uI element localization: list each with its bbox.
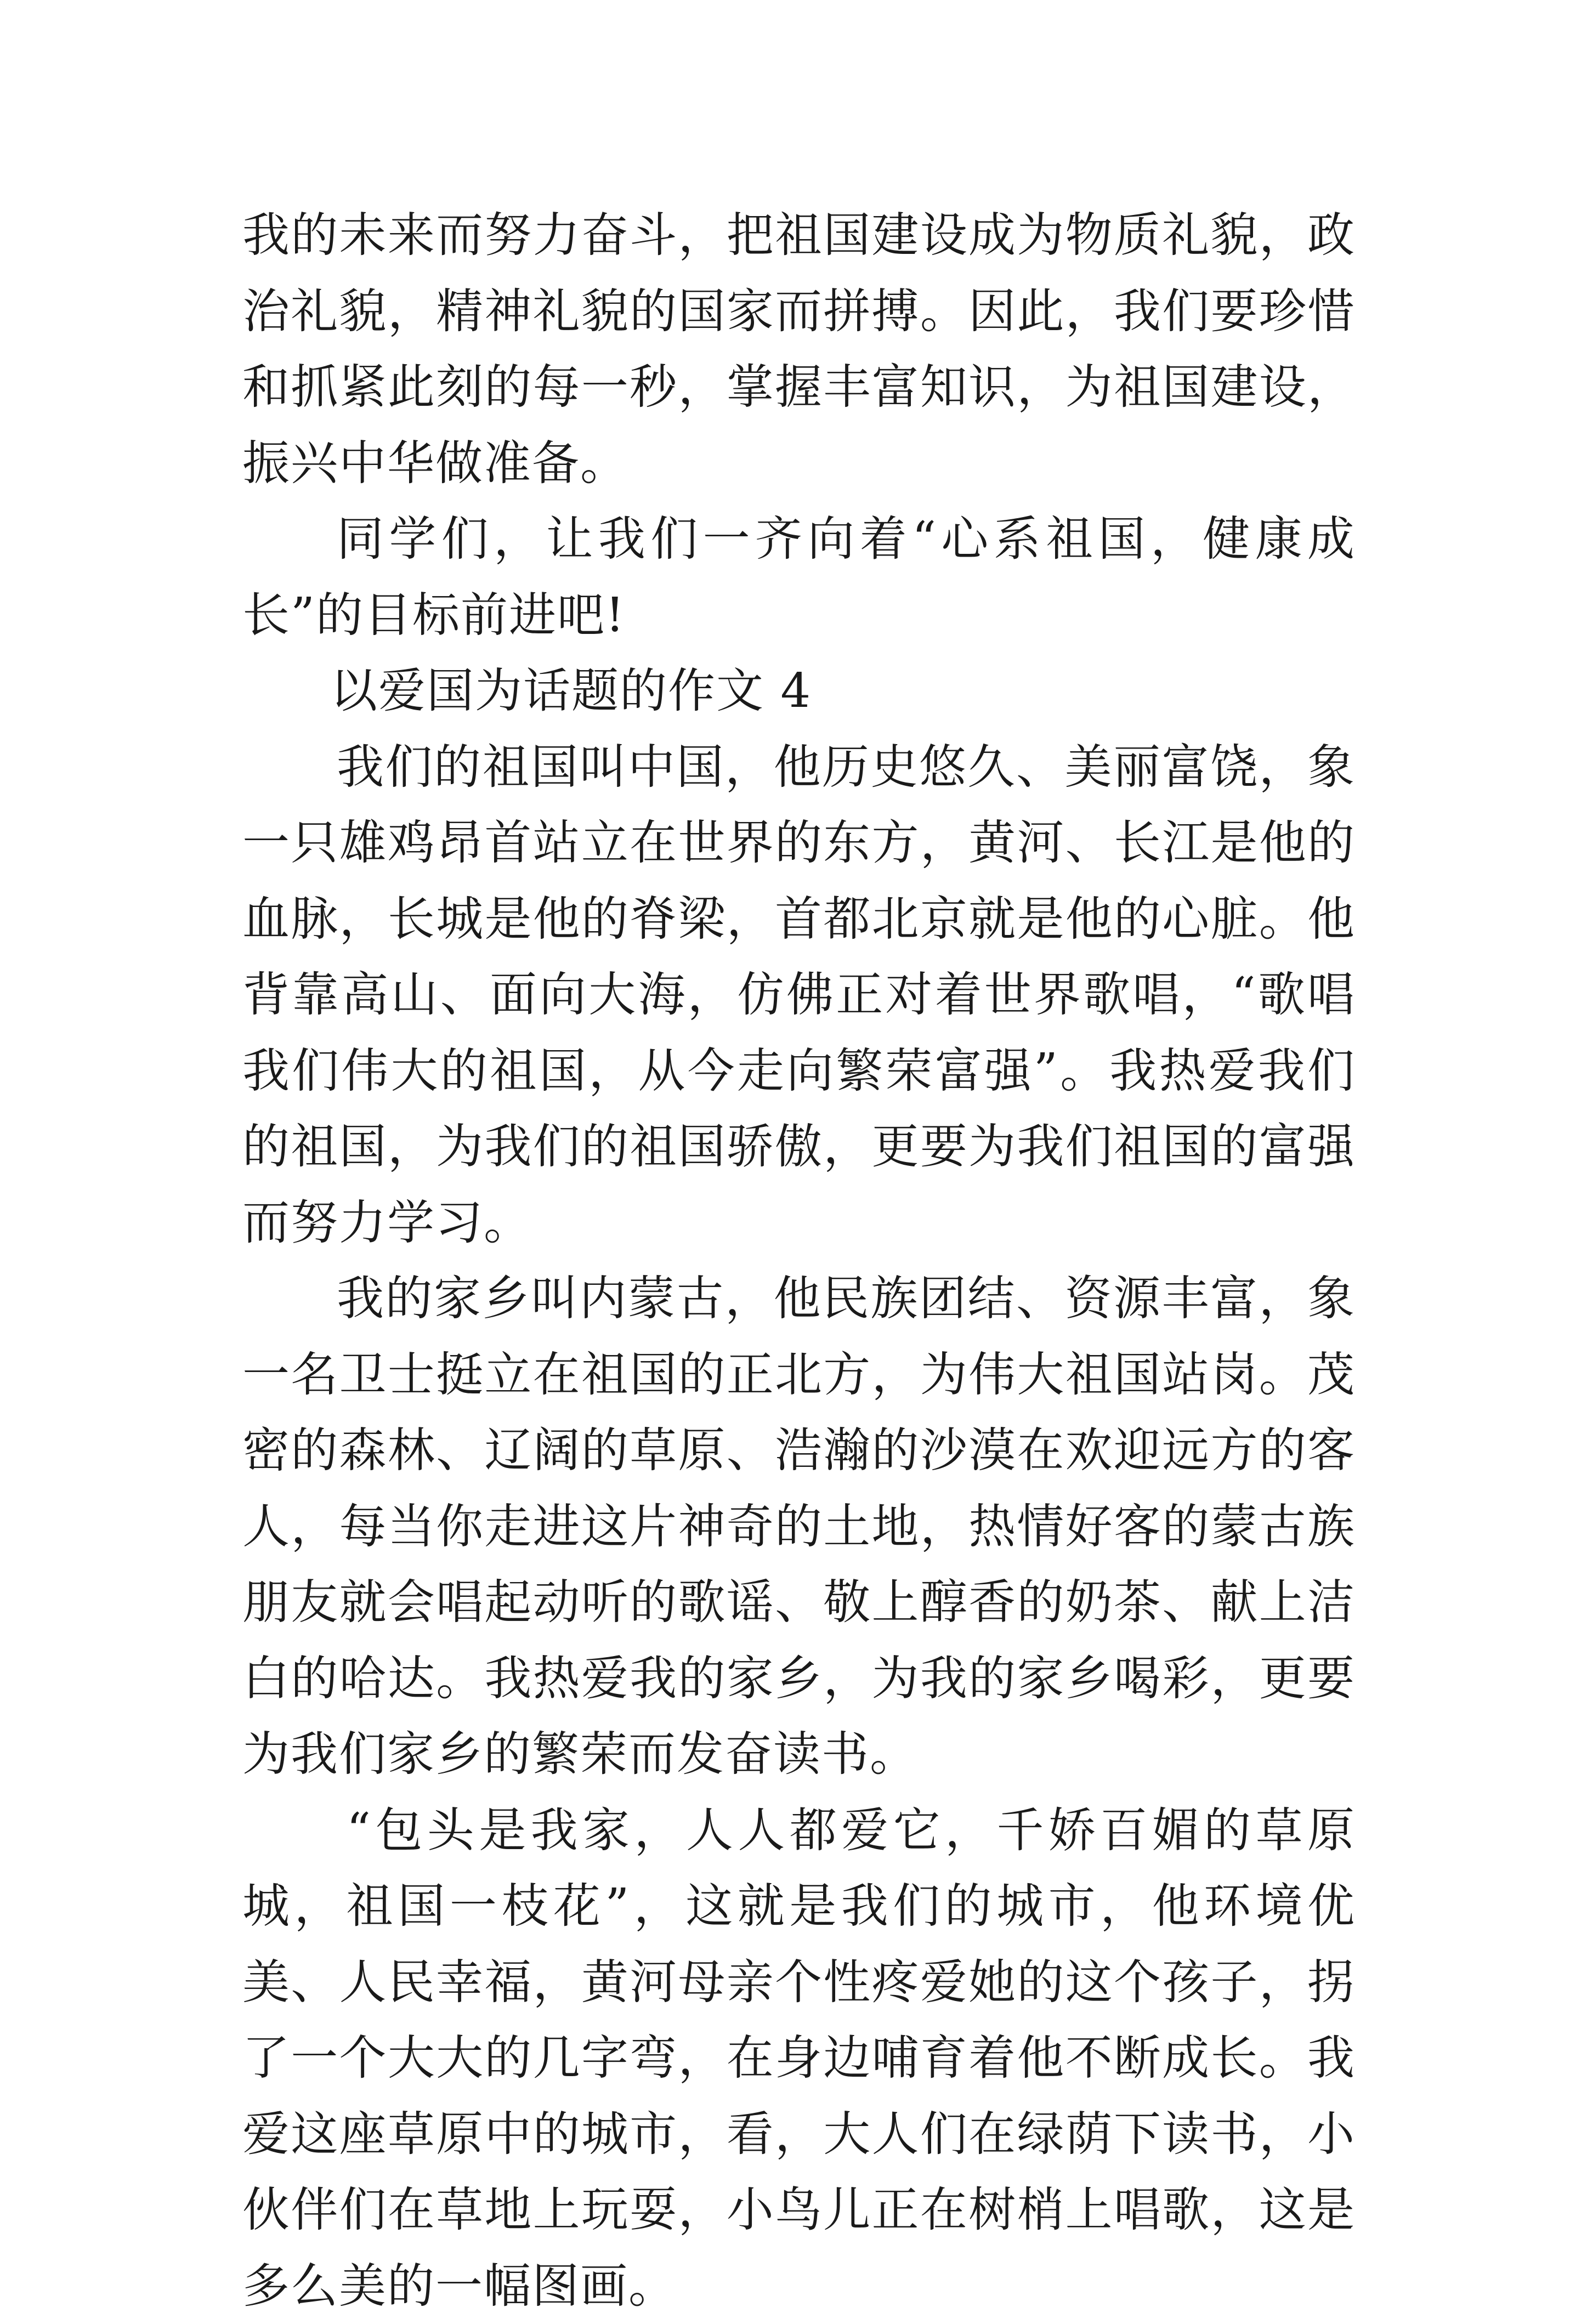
paragraph-call-to-action: 同学们，让我们一齐向着“心系祖国，健康成长”的目标前进吧! xyxy=(242,501,1356,653)
paragraph-hometown: 我的家乡叫内蒙古，他民族团结、资源丰富，象一名卫士挺立在祖国的正北方，为伟大祖国站岗。茂密的森林、辽阔的草原、浩瀚的沙漠在欢迎远方的客人，每当你走进这片神奇的土地，热情好客的蒙古族朋友就会唱起动听的歌谣、敬上醇香的奶茶、献上洁白的哈达。我热爱我的家乡，为我的家乡喝彩，更要为我们家乡的繁荣而发奋读书。 xyxy=(242,1261,1356,1793)
paragraph-motherland: 我们的祖国叫中国，他历史悠久、美丽富饶，象一只雄鸡昂首站立在世界的东方，黄河、长江是他的血脉，长城是他的脊梁，首都北京就是他的心脏。他背靠高山、面向大海，仿佛正对着世界歌唱，“歌唱我们伟大的祖国，从今走向繁荣富强”。我热爱我们的祖国，为我们的祖国骄傲，更要为我们祖国的富强而努力学习。 xyxy=(242,729,1356,1261)
essay-body xyxy=(242,197,1356,2324)
paragraph-continued: 我的未来而努力奋斗，把祖国建设成为物质礼貌，政治礼貌，精神礼貌的国家而拼搏。因此，我们要珍惜和抓紧此刻的每一秒，掌握丰富知识，为祖国建设，振兴中华做准备。 xyxy=(242,197,1356,501)
essay-heading: 以爱国为话题的作文 4 xyxy=(242,653,1356,729)
paragraph-city: “包头是我家，人人都爱它，千娇百媚的草原城，祖国一枝花”，这就是我们的城市，他环境优美、人民幸福，黄河母亲个性疼爱她的这个孩子，拐了一个大大的几字弯，在身边哺育着他不断成长。我爱这座草原中的城市，看，大人们在绿荫下读书，小伙伴们在草地上玩耍，小鸟儿正在树梢上唱歌，这是多么美的一幅图画。 xyxy=(242,1793,1356,2324)
